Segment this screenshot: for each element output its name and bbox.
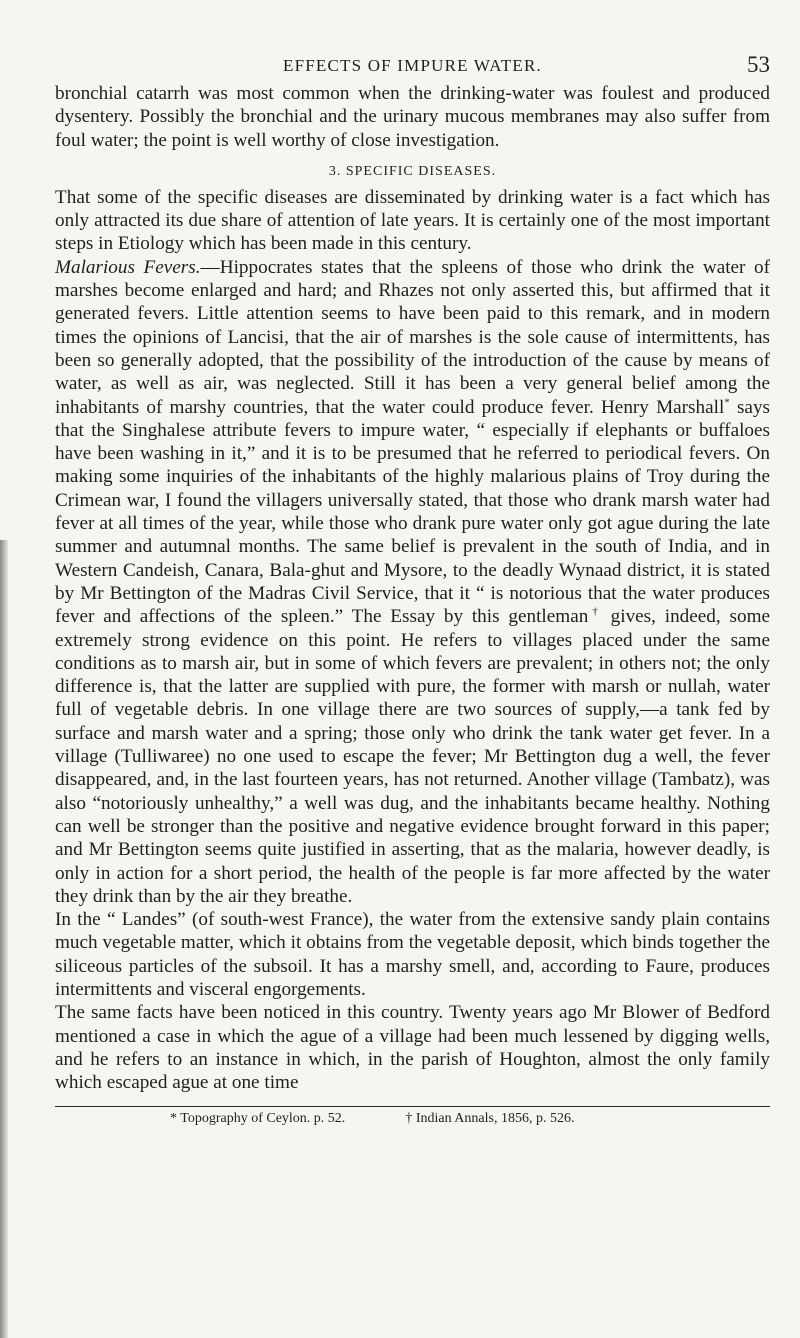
footnote: * Topography of Ceylon. p. 52. [170,1111,346,1127]
body-text [55,82,770,1094]
paragraph: bronchial catarrh was most common when the drinking-water was foulest and produced dysentery. Possibly the bronchial and the urinary mucous membranes may also suffer from foul water; the point is well worthy of close investigation. [55,83,770,151]
scan-margin-shadow [0,540,8,1338]
footnote: † Indian Annals, 1856, p. 526. [405,1111,575,1127]
running-head: EFFECTS OF IMPURE WATER. [283,56,542,75]
book-page [55,42,770,1127]
footnote-marker: † [588,605,602,618]
page-number: 53 [747,52,770,77]
page-header [55,42,770,82]
paragraph: In the “ Landes” (of south-west France), the water from the extensive sandy plain contains much vegetable matter, which it obtains from the vegetable deposit, which binds together the siliceous particles of the subsoil. It has a marshy smell, and, according to Faure, produces intermittents and visceral engorgements. [55,909,770,1000]
paragraph: That some of the specific diseases are disseminated by drinking water is a fact which has only attracted its due share of attention of late years. It is certainly one of the most important steps in Etiology which has been made in this century. [55,186,770,255]
footnote-marker: * [724,396,730,409]
paragraph-lead: Malarious Fevers. [55,256,201,278]
footnote-rule [55,1106,770,1107]
paragraph: The same facts have been noticed in this country. Twenty years ago Mr Blower of Bedford mentioned a case in which the ague of a village had been much lessened by digging wells, and he refers to an instance in which, in the parish of Houghton, almost the only family which escaped ague at one time [55,1002,770,1094]
paragraph-malarious-fevers [55,256,770,908]
paragraph-text: gives, indeed, some extremely strong evidence on this point. He refers to villages placed under the same conditions as to marsh air, but in some of which fevers are prevalent; in others not; the only difference is, that the latter are supplied with pure, the former with marsh or nullah, water full of vegetable debris. In one village there are two sources of supply,—a tank fed by surface and marsh water and a spring; those only who drink the tank water get fever. In a village (Tulliwaree) no one used to escape the fever; Mr Bettington dug a well, the fever disappeared, and, in the last fourteen years, has not returned. Another village (Tambatz), was also “notoriously unhealthy,” a well was dug, and the inhabitants became healthy. Nothing can well be stronger than the positive and negative evidence brought forward in this paper; and Mr Bettington seems quite justified in asserting, that as the malaria, however deadly, is only in action for a short period, the health of the people is far more affected by the water they drink than by the air they breathe. [55,606,771,907]
section-heading: 3. SPECIFIC DISEASES. [328,163,497,179]
footnotes [55,1111,770,1127]
paragraph-text: says that the Singhalese attribute fevers to impure water, “ especially if elephants or buffaloes have been washing in it,” and it is to be presumed that he referred to periodical fevers. On making some inquiries of the inhabitants of the highly malarious plains of Troy during the Crimean war, I found the villagers universally stated, that those who drank marsh water had fever at all times of the year, while those who drank pure water only got ague during the late summer and autumnal months. The same belief is prevalent in the south of India, and in Western Candeish, Canara, Bala-ghut and Mysore, to the deadly Wynaad district, it is stated by Mr Bettington of the Madras Civil Service, that it “ is notorious that the water produces fever and affections of the spleen.” The Essay by this gentleman [55,396,771,628]
paragraph-text: —Hippocrates states that the spleens of those who drink the water of marshes become enlarged and hard; and Rhazes not only asserted this, but affirmed that it generated fevers. Little attention seems to have been paid to this remark, and in modern times the opinions of Lancisi, that the air of marshes is the sole cause of intermittents, has been so generally adopted, that the possibility of the introduction of the cause by means of water, as well as air, was neglected. Still it has been a very general belief among the inhabitants of marshy countries, that the water could produce fever. Henry Marshall [55,256,770,418]
